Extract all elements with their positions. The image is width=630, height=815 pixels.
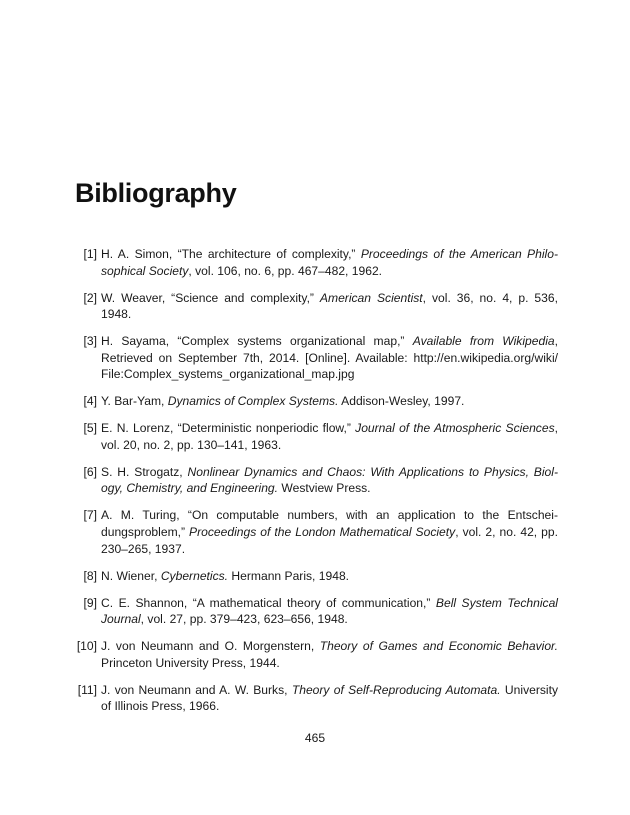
entry-italic-title: Theory of Self-Reproducing Automata. bbox=[291, 682, 501, 697]
entry-text-part: , vol. 20, no. 2, pp. 130–141, 1963. bbox=[101, 421, 558, 452]
entry-text bbox=[101, 394, 464, 408]
bibliography-entry bbox=[75, 420, 558, 453]
entry-italic-title: American Scientist bbox=[319, 290, 423, 305]
entry-text-part: Westview Press. bbox=[278, 481, 371, 496]
bibliography-entry bbox=[75, 595, 558, 628]
entry-number: [3] bbox=[83, 334, 97, 349]
entry-text-part: Addison-Wesley, 1997. bbox=[338, 394, 465, 409]
entry-number: [4] bbox=[83, 394, 97, 409]
entry-text-part: , vol. 2, no. 42, pp. 230–265, 1937. bbox=[101, 525, 558, 556]
entry-italic-title: Dynamics of Complex Systems. bbox=[167, 394, 339, 409]
bibliography-entry bbox=[75, 638, 558, 671]
entry-text-part: , vol. 36, no. 4, p. 536, 1948. bbox=[101, 290, 558, 322]
entry-italic-title: Theory of Games and Economic Behavior. bbox=[319, 639, 558, 654]
entry-text bbox=[101, 639, 558, 670]
entry-text-part: Hermann Paris, 1948. bbox=[228, 568, 350, 583]
entry-number: [6] bbox=[83, 464, 97, 479]
entry-text-part: C. E. Shannon, “A mathematical theory of communication,” bbox=[101, 595, 436, 610]
entry-number: [5] bbox=[83, 421, 97, 436]
bibliography-entry bbox=[75, 393, 558, 410]
entry-number: [2] bbox=[83, 290, 97, 305]
entry-text-part: N. Wiener, bbox=[101, 568, 161, 583]
bibliography-entry bbox=[75, 682, 558, 715]
entry-italic-title: Proceedings of the American Philosophical Society bbox=[101, 247, 558, 278]
entry-number: [10] bbox=[76, 639, 97, 654]
entry-italic-title: Proceedings of the London Mathematical Society bbox=[189, 525, 456, 540]
entry-text bbox=[101, 508, 558, 555]
entry-text-part: , vol. 106, no. 6, pp. 467–482, 1962. bbox=[188, 263, 383, 278]
entry-text bbox=[101, 247, 558, 278]
entry-number: [1] bbox=[83, 247, 97, 261]
entry-text-part: H. Sayama, “Complex systems organizational map,” bbox=[101, 334, 413, 349]
entry-text bbox=[101, 334, 558, 381]
entry-italic-title: Available from Wikipedia bbox=[412, 334, 555, 349]
bibliography-entry bbox=[75, 246, 558, 279]
entry-text-part: , vol. 27, pp. 379–423, 623–656, 1948. bbox=[140, 612, 348, 627]
entry-number: [9] bbox=[83, 595, 97, 610]
entry-italic-title: Nonlinear Dynamics and Chaos: With Applications to Physics, Biology, Chemistry, and Engineering. bbox=[101, 464, 558, 496]
entry-text-part: , Retrieved on September 7th, 2014. [Online]. Available: http://en.wikipedia.org/wiki/ File:Complex_systems_organizational_map.jpg bbox=[101, 334, 558, 382]
entry-text-part: University of Illinois Press, 1966. bbox=[101, 682, 559, 714]
entry-text-part: Y. Bar-Yam, bbox=[101, 394, 168, 409]
bibliography-entry bbox=[75, 568, 558, 585]
entry-text-part: E. N. Lorenz, “Deterministic nonperiodic flow,” bbox=[101, 421, 356, 436]
entry-text-part: J. von Neumann and O. Morgenstern, bbox=[101, 639, 320, 654]
entry-text bbox=[101, 569, 349, 583]
entry-text bbox=[101, 465, 558, 496]
bibliography-entry bbox=[75, 464, 558, 497]
entry-number: [11] bbox=[77, 682, 97, 697]
bibliography-entry bbox=[75, 290, 558, 323]
entry-text-part: J. von Neumann and A. W. Burks, bbox=[101, 682, 292, 697]
entry-number: [8] bbox=[83, 568, 97, 583]
entry-text-part: Princeton University Press, 1944. bbox=[101, 655, 280, 670]
bibliography-entry bbox=[75, 333, 558, 383]
entry-text-part: H. A. Simon, “The architecture of complexity,” bbox=[101, 247, 361, 261]
entry-text-part: A. M. Turing, “On computable numbers, with an application to the Entscheidungsproblem,” bbox=[101, 508, 558, 540]
entry-text bbox=[101, 291, 558, 322]
bibliography-entry bbox=[75, 507, 558, 557]
entry-text bbox=[101, 596, 558, 627]
entry-number: [7] bbox=[83, 508, 97, 523]
bibliography-list bbox=[75, 246, 558, 725]
entry-italic-title: Journal of the Atmospheric Sciences bbox=[355, 421, 555, 436]
entry-text bbox=[101, 683, 558, 714]
page-number: 465 bbox=[304, 731, 326, 745]
entry-text bbox=[101, 421, 558, 452]
entry-text-part: W. Weaver, “Science and complexity,” bbox=[101, 290, 320, 305]
entry-text-part: S. H. Strogatz, bbox=[101, 464, 188, 479]
entry-italic-title: Bell System Technical Journal bbox=[101, 595, 558, 627]
page-title: Bibliography bbox=[75, 178, 237, 208]
entry-italic-title: Cybernetics. bbox=[160, 568, 229, 583]
